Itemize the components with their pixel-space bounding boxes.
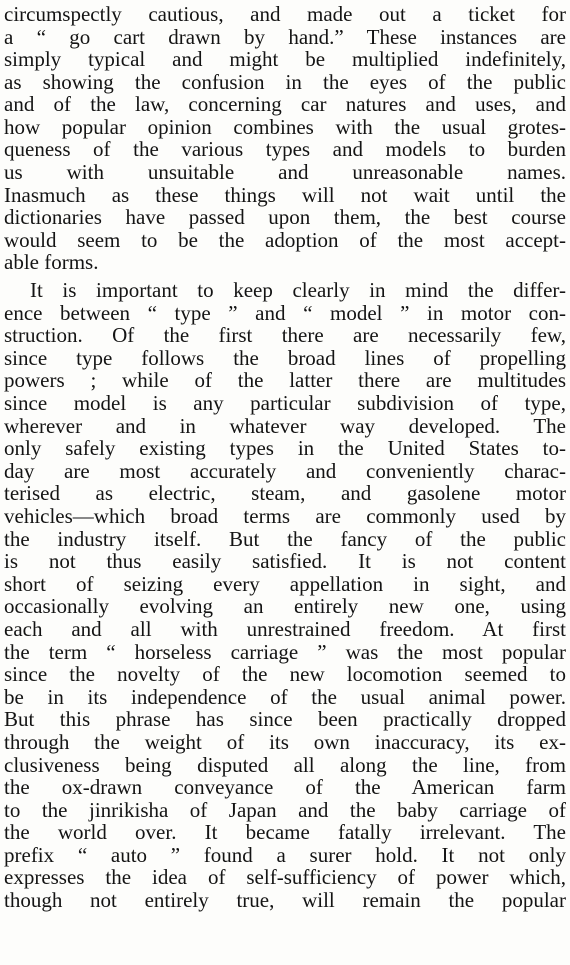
text-line: simply typical and might be multiplied indefinitely, (4, 47, 566, 71)
text-line: would seem to be the adoption of the most accept- (4, 228, 566, 252)
text-line: ence between “ type ” and “ model ” in motor con- (4, 301, 566, 325)
text-line: since model is any particular subdivision of type, (4, 391, 566, 415)
text-line: the term “ horseless carriage ” was the most popular (4, 640, 566, 664)
text-line: able forms. (4, 250, 99, 274)
text-line: Inasmuch as these things will not wait until the (4, 183, 566, 207)
text-line: the ox-drawn conveyance of the American farm (4, 775, 566, 799)
text-line: a “ go cart drawn by hand.” These instances are (4, 25, 566, 49)
text-line: the industry itself. But the fancy of the public (4, 527, 566, 551)
text-line: since the novelty of the new locomotion seemed to (4, 662, 566, 686)
text-line: powers ; while of the latter there are multitudes (4, 368, 566, 392)
text-line: prefix “ auto ” found a surer hold. It not only (4, 843, 566, 867)
text-line: each and all with unrestrained freedom. At first (4, 617, 566, 641)
text-line: only safely existing types in the United States to- (4, 436, 566, 460)
text-line: struction. Of the first there are necessarily few, (4, 323, 566, 347)
text-line: circumspectly cautious, and made out a ticket for (4, 2, 566, 26)
text-line: is not thus easily satisfied. It is not content (4, 549, 566, 573)
text-line: queness of the various types and models to burden (4, 137, 566, 161)
text-line: be in its independence of the usual animal power. (4, 685, 566, 709)
text-line: though not entirely true, will remain the popular (4, 888, 566, 912)
text-line: since type follows the broad lines of propelling (4, 346, 566, 370)
text-line: to the jinrikisha of Japan and the baby carriage of (4, 798, 566, 822)
text-line: through the weight of its own inaccuracy, its ex- (4, 730, 566, 754)
text-line: how popular opinion combines with the usual grotes- (4, 115, 566, 139)
text-line: terised as electric, steam, and gasolene motor (4, 481, 566, 505)
text-line: the world over. It became fatally irrelevant. The (4, 820, 566, 844)
text-line: It is important to keep clearly in mind the differ- (30, 278, 566, 302)
text-line: short of seizing every appellation in sight, and (4, 572, 566, 596)
text-line: vehicles—which broad terms are commonly used by (4, 504, 566, 528)
text-line: But this phrase has since been practically dropped (4, 707, 566, 731)
text-line: and of the law, concerning car natures and uses, and (4, 92, 566, 116)
text-line: us with unsuitable and unreasonable names. (4, 160, 566, 184)
text-line: occasionally evolving an entirely new one, using (4, 594, 566, 618)
text-line: dictionaries have passed upon them, the best course (4, 205, 566, 229)
text-line: wherever and in whatever way developed. The (4, 414, 566, 438)
text-line: as showing the confusion in the eyes of the public (4, 70, 566, 94)
text-line: clusiveness being disputed all along the line, from (4, 753, 566, 777)
text-line: expresses the idea of self-sufficiency of power which, (4, 865, 566, 889)
text-line: day are most accurately and conveniently charac- (4, 459, 566, 483)
